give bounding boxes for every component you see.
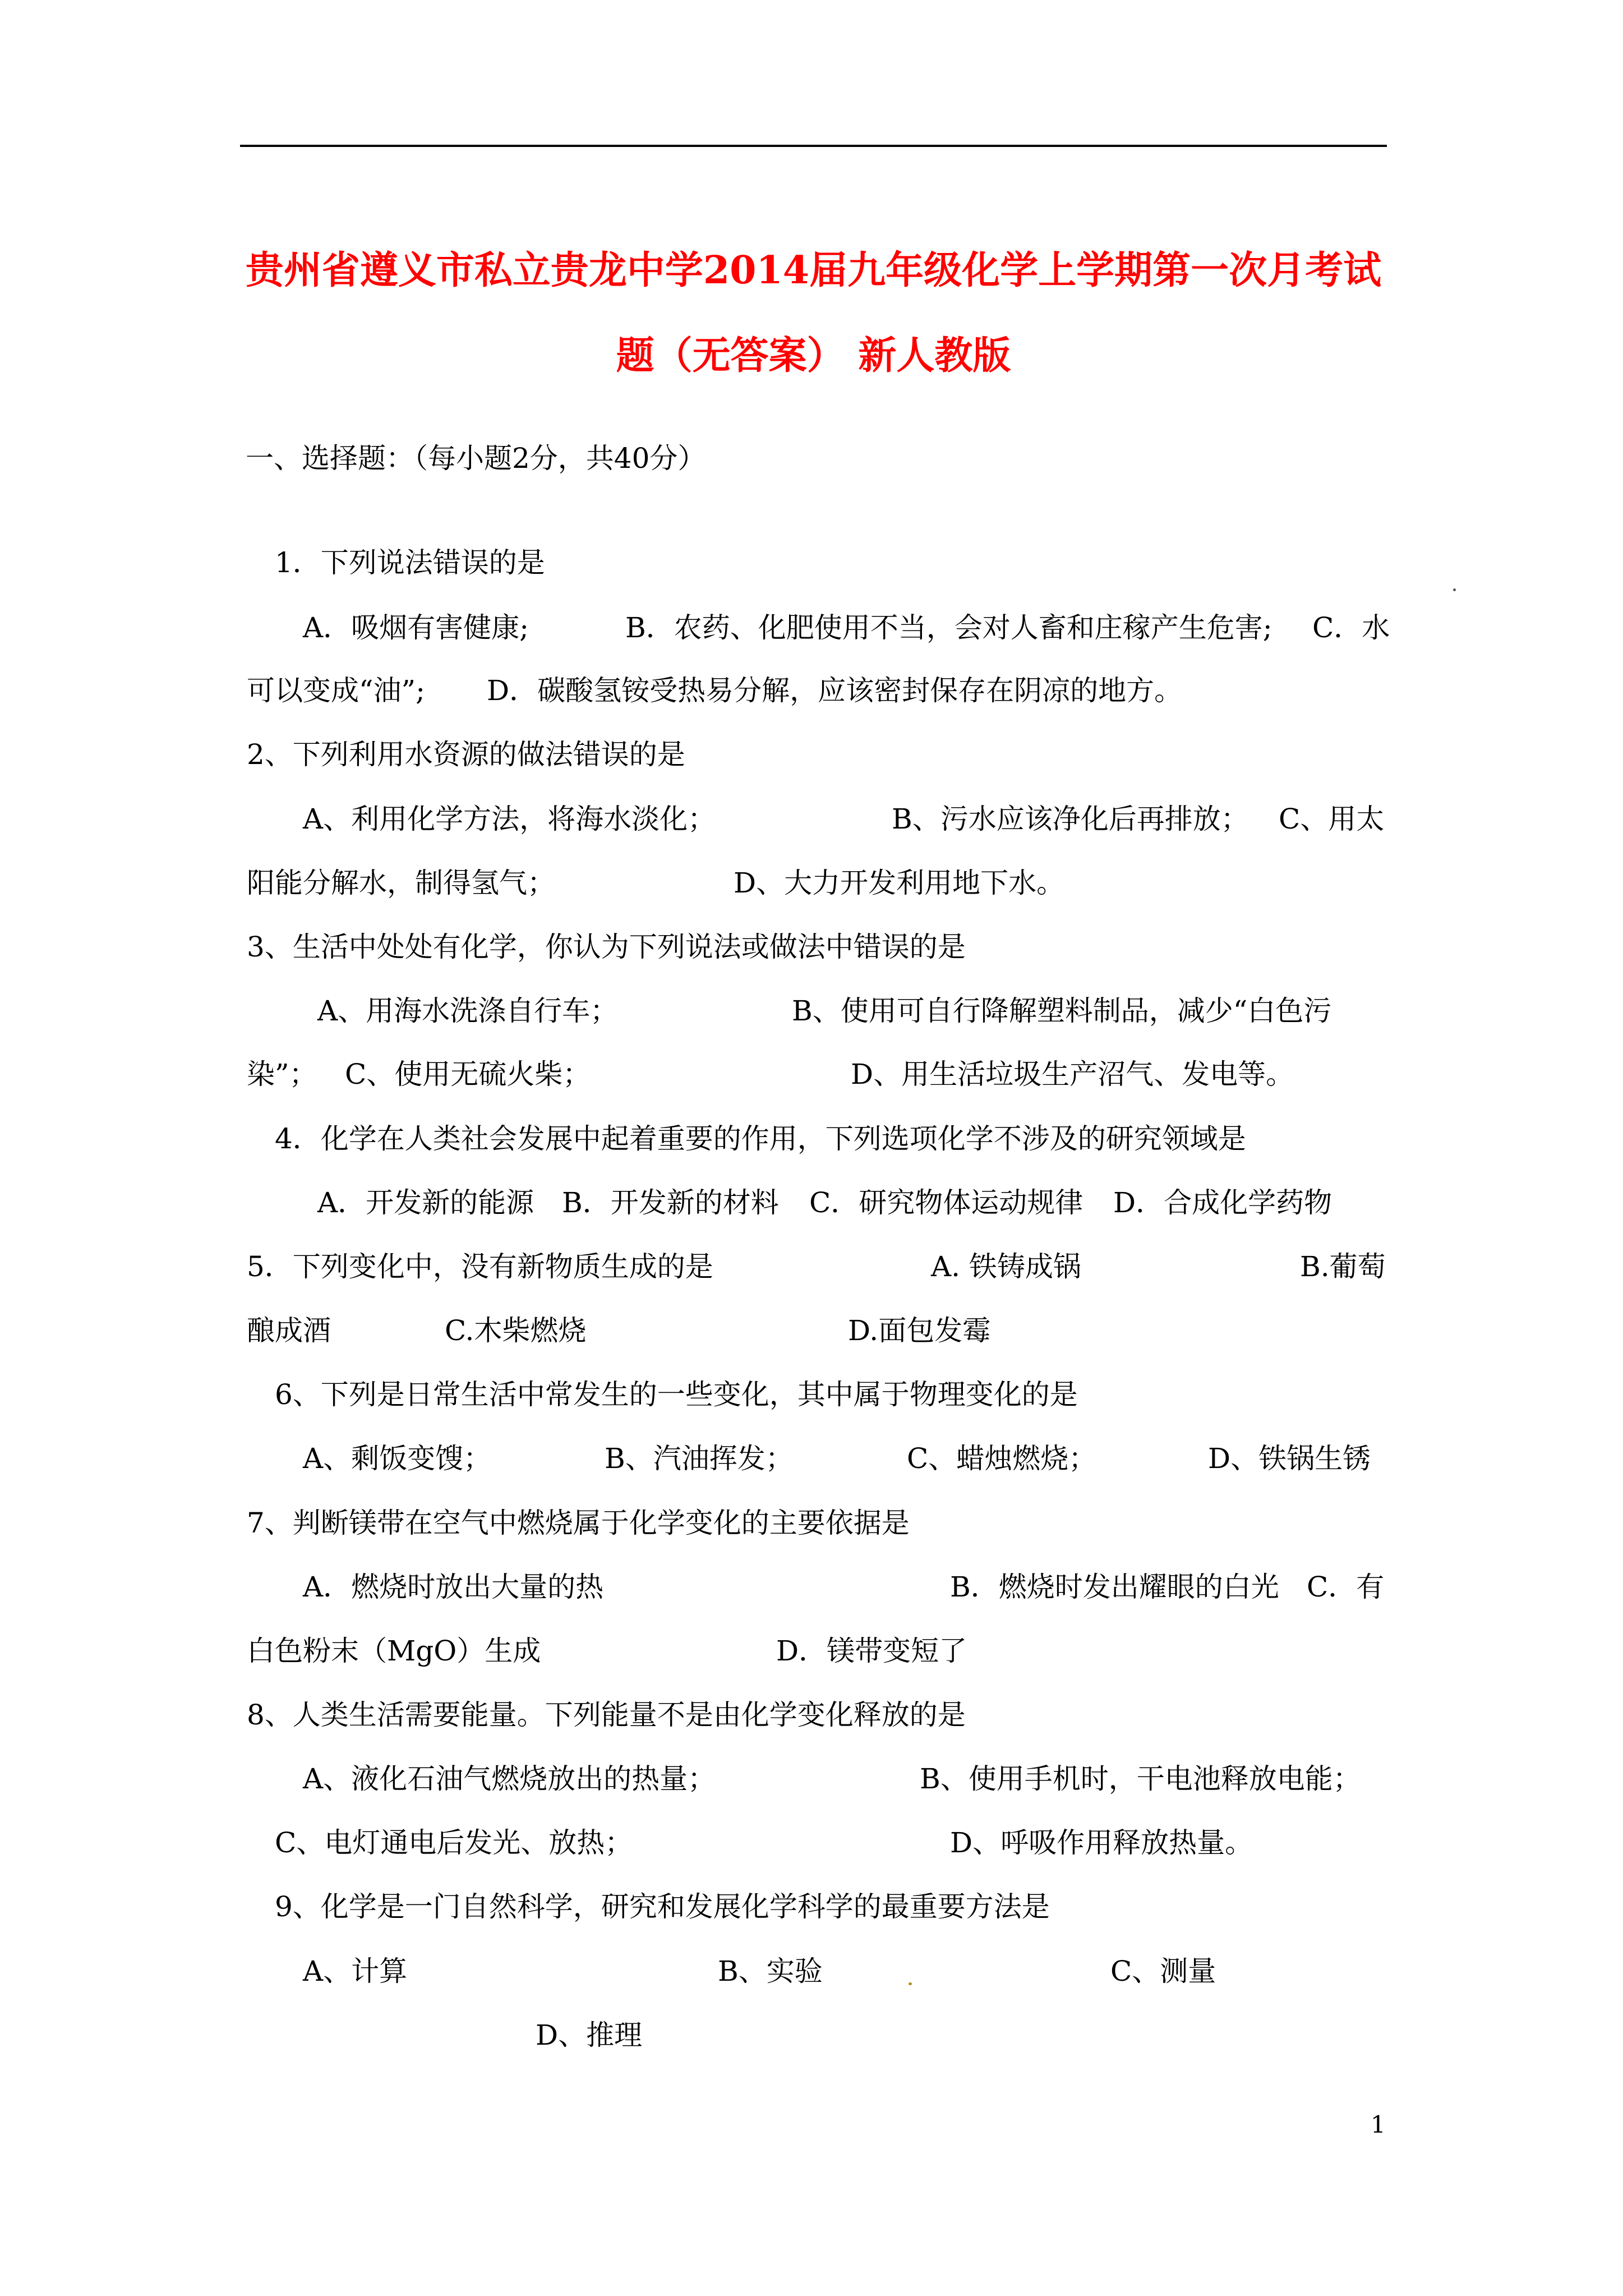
q4-option-d: D．合成化学药物 bbox=[1113, 1186, 1332, 1219]
section-heading: 一、选择题：（每小题2分，共40分） bbox=[246, 442, 706, 475]
q1-option-c-part2: 可以变成“油”; bbox=[247, 674, 425, 707]
q7-option-a: A．燃烧时放出大量的热 bbox=[303, 1571, 604, 1603]
q2-option-c-part1: C、用太 bbox=[1279, 803, 1385, 835]
stray-mark bbox=[909, 1982, 912, 1985]
q1-stem: 1．下列说法错误的是 bbox=[275, 546, 545, 579]
q8-stem: 8、人类生活需要能量。下列能量不是由化学变化释放的是 bbox=[247, 1699, 966, 1731]
q9-option-a: A、计算 bbox=[303, 1955, 408, 1987]
q4-option-a: A．开发新的能源 bbox=[317, 1186, 534, 1219]
q6-option-a: A、剩饭变馊； bbox=[303, 1442, 492, 1475]
q5-option-c: C.木柴燃烧 bbox=[445, 1314, 587, 1347]
document-title-line-2: 题（无答案） 新人教版 bbox=[616, 333, 1011, 378]
q3-stem: 3、生活中处处有化学，你认为下列说法或做法中错误的是 bbox=[247, 931, 966, 963]
q1-option-c-part1: C．水 bbox=[1312, 611, 1390, 644]
q1-option-d: D．碳酸氢铵受热易分解，应该密封保存在阴凉的地方。 bbox=[487, 674, 1183, 707]
q7-option-c-part1: C．有 bbox=[1307, 1571, 1385, 1603]
q5-option-b-part2: 酿成酒 bbox=[247, 1314, 331, 1347]
q5-option-a: A. 铁铸成锅 bbox=[931, 1250, 1081, 1283]
q7-option-b: B．燃烧时发出耀眼的白光 bbox=[950, 1571, 1279, 1603]
q4-stem: 4．化学在人类社会发展中起着重要的作用，下列选项化学不涉及的研究领域是 bbox=[275, 1122, 1246, 1155]
header-rule bbox=[240, 145, 1387, 147]
q8-option-d: D、呼吸作用释放热量。 bbox=[950, 1826, 1253, 1859]
q9-option-d: D、推理 bbox=[536, 2019, 643, 2051]
q8-option-a: A、液化石油气燃烧放出的热量； bbox=[303, 1763, 716, 1795]
q2-option-a: A、利用化学方法，将海水淡化； bbox=[303, 803, 716, 835]
q6-option-c: C、蜡烛燃烧； bbox=[907, 1442, 1097, 1475]
q5-option-d: D.面包发霉 bbox=[848, 1314, 991, 1347]
q3-option-b-part1: B、使用可自行降解塑料制品，减少“白色污 bbox=[792, 995, 1332, 1027]
page-number: 1 bbox=[1371, 2111, 1386, 2138]
stray-mark bbox=[1453, 588, 1456, 591]
q5-stem: 5．下列变化中，没有新物质生成的是 bbox=[247, 1250, 713, 1283]
q9-option-c: C、测量 bbox=[1110, 1955, 1216, 1987]
q9-option-b: B、实验 bbox=[718, 1955, 823, 1987]
q3-option-d: D、用生活垃圾生产沼气、发电等。 bbox=[851, 1058, 1294, 1091]
q4-option-c: C．研究物体运动规律 bbox=[809, 1186, 1083, 1219]
q1-option-b: B．农药、化肥使用不当，会对人畜和庄稼产生危害; bbox=[625, 611, 1272, 644]
q3-option-c: C、使用无硫火柴； bbox=[345, 1058, 591, 1091]
q4-option-b: B．开发新的材料 bbox=[562, 1186, 779, 1219]
q3-option-a: A、用海水洗涤自行车； bbox=[317, 995, 619, 1027]
q5-option-b-part1: B.葡萄 bbox=[1300, 1250, 1386, 1283]
q1-option-a: A．吸烟有害健康; bbox=[303, 611, 529, 644]
q7-option-d: D．镁带变短了 bbox=[776, 1635, 967, 1667]
q7-option-c-part2: 白色粉末（MgO）生成 bbox=[247, 1635, 541, 1667]
q6-option-d: D、铁锅生锈 bbox=[1208, 1442, 1371, 1475]
q8-option-b: B、使用手机时，干电池释放电能； bbox=[920, 1763, 1361, 1795]
q9-stem: 9、化学是一门自然科学，研究和发展化学科学的最重要方法是 bbox=[275, 1890, 1050, 1923]
q2-option-b: B、污水应该净化后再排放； bbox=[892, 803, 1249, 835]
q6-option-b: B、汽油挥发； bbox=[605, 1442, 794, 1475]
q6-stem: 6、下列是日常生活中常发生的一些变化，其中属于物理变化的是 bbox=[275, 1378, 1078, 1411]
q2-stem: 2、下列利用水资源的做法错误的是 bbox=[247, 738, 685, 771]
q2-option-d: D、大力开发利用地下水。 bbox=[734, 867, 1065, 899]
q3-option-b-part2: 染”； bbox=[247, 1058, 317, 1091]
document-title-line-1: 贵州省遵义市私立贵龙中学2014届九年级化学上学期第一次月考试 bbox=[245, 248, 1382, 293]
q7-stem: 7、判断镁带在空气中燃烧属于化学变化的主要依据是 bbox=[247, 1507, 910, 1539]
q8-option-c: C、电灯通电后发光、放热； bbox=[275, 1826, 633, 1859]
q2-option-c-part2: 阳能分解水，制得氢气； bbox=[247, 867, 555, 899]
